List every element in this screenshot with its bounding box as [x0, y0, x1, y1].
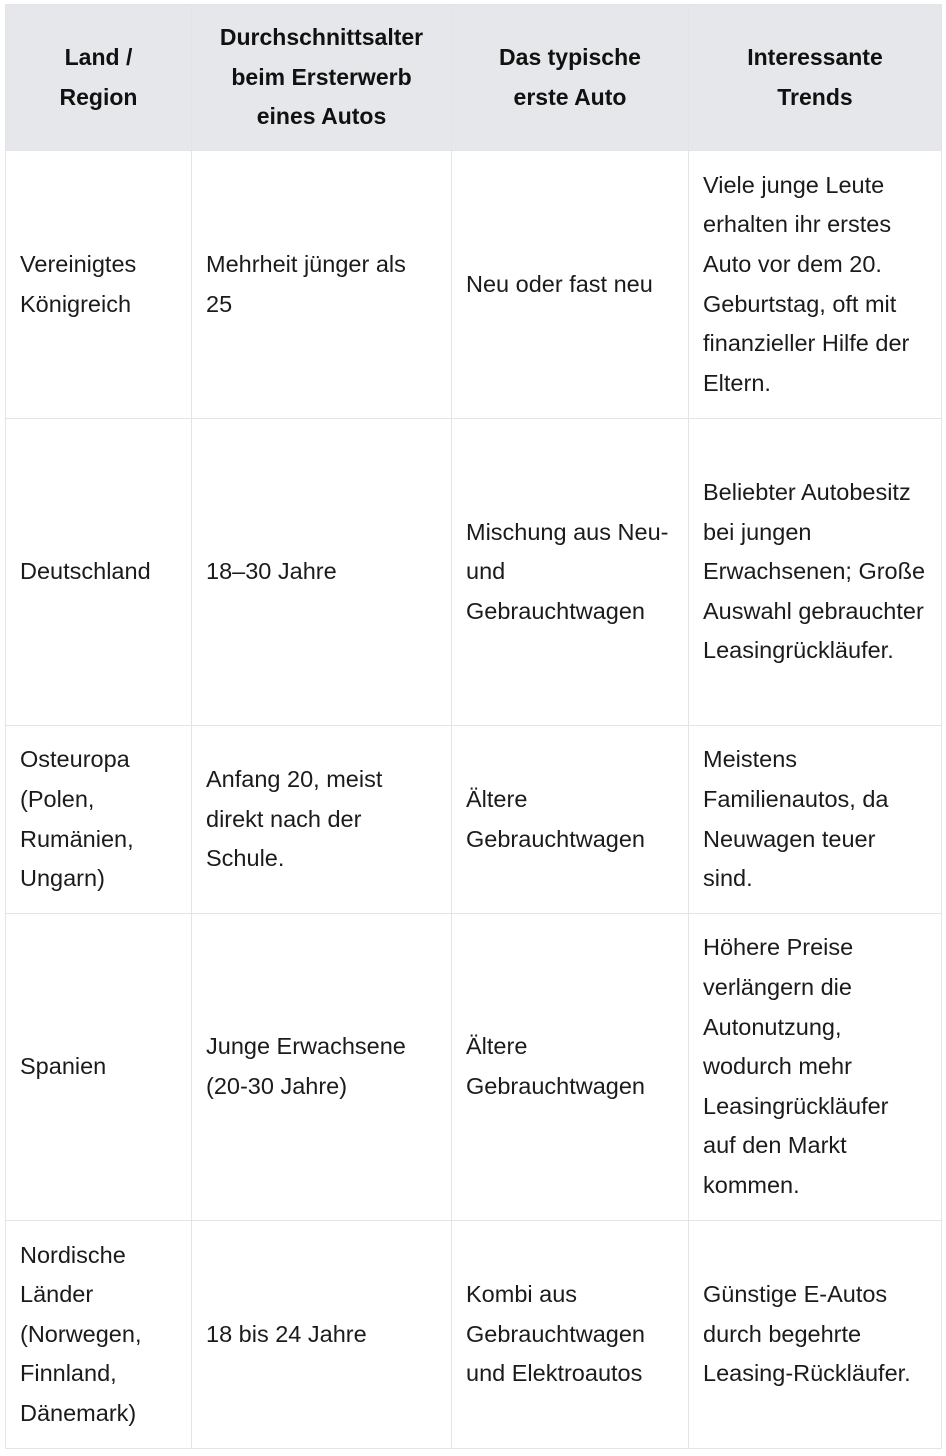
cell-trends: Beliebter Autobesitz bei jungen Erwachsenen; Große Auswahl gebrauchter Leasingrückläufer. [689, 419, 942, 726]
cell-average-age: 18–30 Jahre [192, 419, 452, 726]
table-row [6, 419, 942, 726]
table-row [6, 726, 942, 914]
cell-country: Vereinigtes Königreich [6, 151, 192, 419]
cell-typical-first-car: Neu oder fast neu [452, 151, 689, 419]
cell-typical-first-car: Ältere Gebrauchtwagen [452, 914, 689, 1221]
cell-average-age: Anfang 20, meist direkt nach der Schule. [192, 726, 452, 914]
table-header [6, 5, 942, 151]
cell-country: Deutschland [6, 419, 192, 726]
cell-average-age: Junge Erwachsene (20-30 Jahre) [192, 914, 452, 1221]
cell-average-age: 18 bis 24 Jahre [192, 1221, 452, 1449]
cell-country: Nordische Länder (Norwegen, Finnland, Dänemark) [6, 1221, 192, 1449]
header-average-age: Durchschnittsalter beim Ersterwerb eines Autos [192, 5, 452, 151]
cell-trends: Höhere Preise verlängern die Autonutzung, wodurch mehr Leasingrückläufer auf den Markt kommen. [689, 914, 942, 1221]
table-container [5, 4, 941, 1449]
header-country: Land / Region [6, 5, 192, 151]
comparison-table [5, 4, 942, 1449]
header-typical-first-car: Das typische erste Auto [452, 5, 689, 151]
cell-trends: Viele junge Leute erhalten ihr erstes Auto vor dem 20. Geburtstag, oft mit finanzieller Hilfe der Eltern. [689, 151, 942, 419]
table-row [6, 1221, 942, 1449]
cell-typical-first-car: Ältere Gebrauchtwagen [452, 726, 689, 914]
table-row [6, 914, 942, 1221]
cell-country: Osteuropa (Polen, Rumänien, Ungarn) [6, 726, 192, 914]
table-row [6, 151, 942, 419]
cell-typical-first-car: Mischung aus Neu- und Gebrauchtwagen [452, 419, 689, 726]
cell-typical-first-car: Kombi aus Gebrauchtwagen und Elektroautos [452, 1221, 689, 1449]
table-body [6, 151, 942, 1449]
header-row [6, 5, 942, 151]
cell-average-age: Mehrheit jünger als 25 [192, 151, 452, 419]
cell-country: Spanien [6, 914, 192, 1221]
cell-trends: Günstige E-Autos durch begehrte Leasing-Rückläufer. [689, 1221, 942, 1449]
cell-trends: Meistens Familienautos, da Neuwagen teuer sind. [689, 726, 942, 914]
header-trends: Interessante Trends [689, 5, 942, 151]
